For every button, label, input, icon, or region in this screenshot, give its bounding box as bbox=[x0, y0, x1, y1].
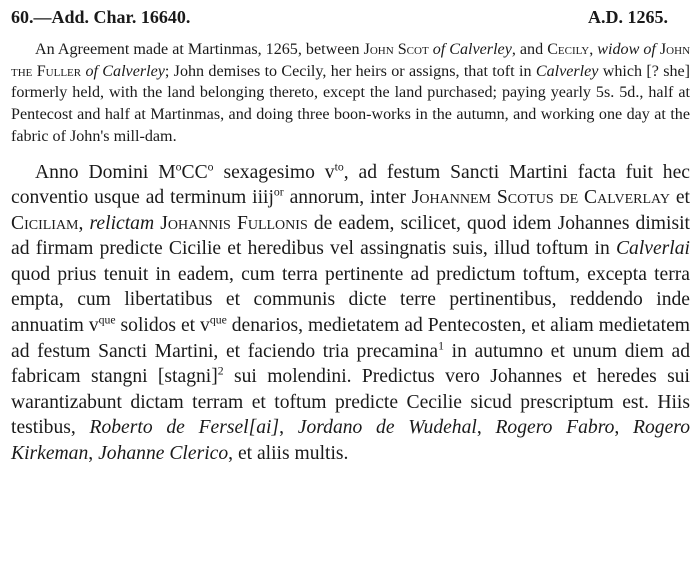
latin-segment: quod prius tenuit in eadem, cum terra pertinente ad predictum toftum, excepta terra empta, cum libertatibus et communis dicte terre pertinentibus, reddendo inde annuatim v bbox=[11, 263, 690, 337]
latin-segment: , et aliis multis. bbox=[228, 443, 349, 465]
witness-name: Johanne Clerico bbox=[98, 443, 229, 465]
latin-segment: denarios, medietatem ad Pentecosten, et aliam medietatem ad festum Sancti Martini, et faciendo tria precamina bbox=[11, 315, 691, 362]
latin-segment: et bbox=[669, 187, 690, 209]
footnote-marker: 2 bbox=[217, 364, 224, 378]
latin-segment: , bbox=[78, 212, 90, 234]
superscript: o bbox=[207, 159, 214, 173]
person-name: Johannis Fullonis bbox=[160, 212, 308, 234]
latin-segment: solidos et v bbox=[115, 315, 210, 337]
latin-segment: , bbox=[614, 417, 634, 439]
superscript: que bbox=[209, 313, 227, 327]
latin-text bbox=[11, 160, 690, 467]
witness-name: Jordano de Wudehal bbox=[297, 417, 477, 439]
charter-header bbox=[11, 6, 690, 32]
latin-segment: sui molendini. Predictus vero Johannes et heredes sui warantizabunt dictam terram et toftum predicte Cecilie sicud prescriptum est. Hiis testibus, bbox=[11, 366, 690, 439]
latin-segment: , bbox=[476, 417, 496, 439]
superscript: que bbox=[98, 313, 116, 327]
person-name: Johannem Scotus de Calverlay bbox=[411, 187, 670, 209]
latin-segment: Anno Domini M bbox=[35, 161, 176, 183]
latin-segment: annorum, inter bbox=[283, 187, 412, 209]
charter-number: 60.—Add. Char. 16640. bbox=[11, 7, 191, 27]
person-name: John the Fuller bbox=[11, 41, 691, 80]
person-name: Cecily bbox=[547, 41, 590, 58]
person-name: John Scot bbox=[363, 41, 429, 58]
superscript: o bbox=[175, 159, 182, 173]
superscript: to bbox=[334, 159, 344, 173]
latin-segment: sexagesimo v bbox=[213, 161, 335, 183]
summary-text: which [? she] formerly held, with the land belonging thereto, except the land purchased; paying yearly 5s. 5d., half at Pentecost and half at Martinmas, and doing three boon-works in the autumn, and working one day at the fabric of John's mill-dam. bbox=[11, 62, 691, 145]
place-name: Calverlai bbox=[615, 238, 690, 260]
relation-phrase: widow of bbox=[597, 41, 656, 58]
latin-segment: de eadem, scilicet, quod idem Johannes dimisit ad firmam predicte Cicilie et heredibus vel assingnatis suis, illud toftum in bbox=[11, 212, 690, 260]
summary-text: An Agreement made at Martinmas, 1265, between bbox=[35, 41, 364, 58]
latin-segment: , bbox=[279, 417, 298, 439]
latin-segment: , ad festum Sancti Martini facta fuit hec conventio usque ad terminum iiij bbox=[11, 161, 690, 209]
person-name: Ciciliam bbox=[11, 212, 79, 234]
latin-segment: CC bbox=[181, 161, 208, 183]
relation-word: relictam bbox=[89, 212, 155, 234]
place-name: Calverley bbox=[535, 62, 599, 80]
latin-segment: , bbox=[88, 443, 99, 465]
place-phrase: of Calverley bbox=[432, 41, 512, 58]
place-phrase: of Calverley bbox=[85, 62, 165, 80]
latin-segment: in autumno et unum diem ad fabricam stangni [stagni] bbox=[11, 340, 690, 388]
witness-name: Rogero Fabro bbox=[495, 417, 615, 439]
english-summary bbox=[11, 39, 690, 148]
charter-date: A.D. 1265. bbox=[588, 7, 668, 27]
witness-name: Roberto de Fersel[ai] bbox=[89, 417, 280, 439]
footnote-marker: 1 bbox=[438, 339, 444, 353]
witness-name: Rogero Kirkeman bbox=[11, 417, 690, 465]
summary-text: ; John demises to Cecily, her heirs or assigns, that toft in bbox=[164, 62, 536, 80]
summary-text: , bbox=[589, 41, 598, 58]
superscript: or bbox=[273, 185, 284, 199]
summary-text: , and bbox=[511, 41, 548, 58]
